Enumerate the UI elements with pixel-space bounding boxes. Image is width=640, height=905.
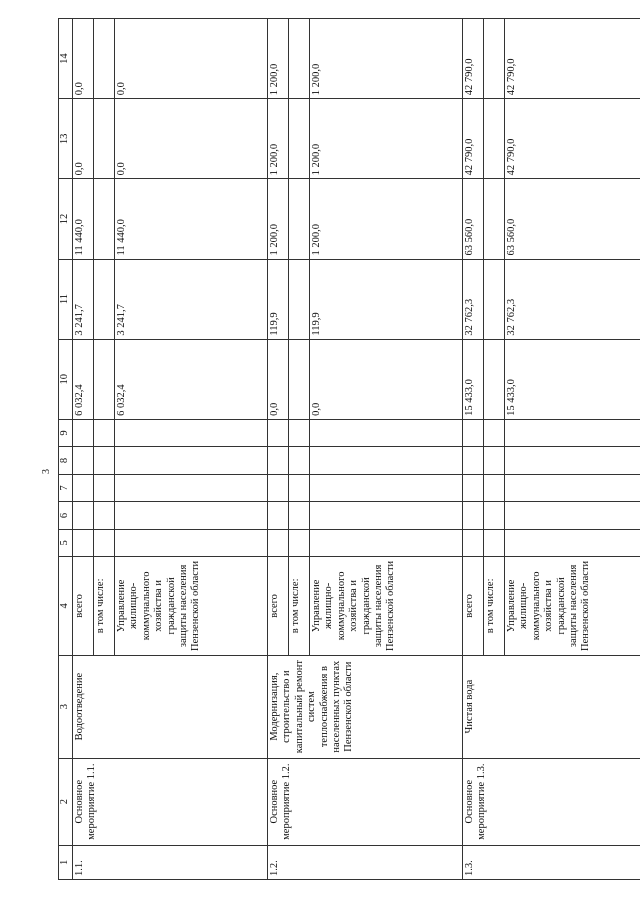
empty-cell [73,447,94,474]
value-cell-v14 [484,19,505,99]
value-cell-v10 [289,339,310,419]
budget-table [58,18,640,880]
value-cell-v10 [94,339,115,419]
value-cell-v10: 6 032,4 [73,339,94,419]
empty-cell [115,447,268,474]
row-number: 1.1. [73,845,268,879]
column-header-12: 12 [59,179,73,259]
empty-cell [73,502,94,529]
value-cell-v13: 1 200,0 [268,99,289,179]
value-cell-v13 [94,99,115,179]
empty-cell [505,502,640,529]
funding-source-label: Управление жилищно-коммунального хозяйства и гражданской защиты населения Пензенской области [115,557,268,655]
funding-source-label: Управление жилищно-коммунального хозяйства и гражданской защиты населения Пензенской области [505,557,640,655]
empty-cell [268,474,289,501]
empty-cell [484,474,505,501]
value-cell-v11: 32 762,3 [463,259,484,339]
event-title: Чистая вода [463,655,640,758]
empty-cell [73,419,94,446]
empty-cell [289,529,310,556]
empty-cell [289,502,310,529]
rotated-table-container [58,18,592,880]
funding-source-label: всего [268,557,289,655]
funding-source-label: в том числе: [94,557,115,655]
empty-cell [463,419,484,446]
funding-source-label: в том числе: [484,557,505,655]
value-cell-v10: 6 032,4 [115,339,268,419]
empty-cell [505,474,640,501]
value-cell-v12: 11 440,0 [115,179,268,259]
empty-cell [463,529,484,556]
value-cell-v14: 1 200,0 [268,19,289,99]
value-cell-v11: 119,9 [268,259,289,339]
column-header-11: 11 [59,259,73,339]
value-cell-v11 [94,259,115,339]
value-cell-v14: 1 200,0 [310,19,463,99]
table-row [268,19,289,880]
empty-cell [505,447,640,474]
empty-cell [310,474,463,501]
empty-cell [289,447,310,474]
value-cell-v10: 15 433,0 [505,339,640,419]
value-cell-v13 [289,99,310,179]
value-cell-v13 [484,99,505,179]
empty-cell [484,447,505,474]
column-header-6: 6 [59,502,73,529]
value-cell-v13: 42 790,0 [505,99,640,179]
value-cell-v14: 0,0 [73,19,94,99]
column-header-9: 9 [59,419,73,446]
event-title: Модернизация, строительство и капитальный ремонт систем теплоснабжения в населенных пунктах Пензенской области [268,655,463,758]
funding-source-label: всего [73,557,94,655]
row-number: 1.3. [463,845,640,879]
value-cell-v11: 3 241,7 [73,259,94,339]
empty-cell [94,474,115,501]
empty-cell [73,529,94,556]
empty-cell [463,474,484,501]
empty-cell [463,502,484,529]
column-number-header [59,19,73,880]
funding-source-label: Управление жилищно-коммунального хозяйства и гражданской защиты населения Пензенской области [310,557,463,655]
empty-cell [310,447,463,474]
value-cell-v12 [94,179,115,259]
table-body [73,19,640,880]
empty-cell [505,529,640,556]
value-cell-v10: 15 433,0 [463,339,484,419]
empty-cell [94,419,115,446]
value-cell-v14: 0,0 [115,19,268,99]
value-cell-v14 [94,19,115,99]
value-cell-v12: 1 200,0 [310,179,463,259]
value-cell-v14: 42 790,0 [463,19,484,99]
empty-cell [289,419,310,446]
column-header-10: 10 [59,339,73,419]
value-cell-v13: 42 790,0 [463,99,484,179]
empty-cell [484,529,505,556]
value-cell-v10: 0,0 [268,339,289,419]
empty-cell [94,529,115,556]
value-cell-v12: 11 440,0 [73,179,94,259]
empty-cell [310,502,463,529]
empty-cell [484,502,505,529]
column-header-7: 7 [59,474,73,501]
value-cell-v12: 1 200,0 [268,179,289,259]
value-cell-v11 [289,259,310,339]
empty-cell [484,419,505,446]
value-cell-v12 [484,179,505,259]
funding-source-label: в том числе: [289,557,310,655]
empty-cell [268,447,289,474]
column-header-3: 3 [59,655,73,758]
empty-cell [310,529,463,556]
column-header-14: 14 [59,19,73,99]
page-number: 3 [41,469,52,474]
value-cell-v12 [289,179,310,259]
value-cell-v11: 3 241,7 [115,259,268,339]
value-cell-v13: 0,0 [73,99,94,179]
column-header-2: 2 [59,758,73,845]
table-row [73,19,94,880]
value-cell-v11 [484,259,505,339]
column-header-13: 13 [59,99,73,179]
empty-cell [268,419,289,446]
value-cell-v14: 42 790,0 [505,19,640,99]
table-row [463,19,484,880]
empty-cell [94,447,115,474]
value-cell-v11: 119,9 [310,259,463,339]
value-cell-v10: 0,0 [310,339,463,419]
empty-cell [115,474,268,501]
empty-cell [268,529,289,556]
value-cell-v12: 63 560,0 [505,179,640,259]
empty-cell [310,419,463,446]
empty-cell [94,502,115,529]
funding-source-label: всего [463,557,484,655]
value-cell-v11: 32 762,3 [505,259,640,339]
row-number: 1.2. [268,845,463,879]
event-name: Основное мероприятие 1.3. [463,758,640,845]
value-cell-v12: 63 560,0 [463,179,484,259]
empty-cell [289,474,310,501]
empty-cell [115,529,268,556]
empty-cell [115,419,268,446]
column-header-5: 5 [59,529,73,556]
empty-cell [115,502,268,529]
event-title: Водоотведение [73,655,268,758]
column-header-8: 8 [59,447,73,474]
column-header-4: 4 [59,557,73,655]
event-name: Основное мероприятие 1.2. [268,758,463,845]
empty-cell [463,447,484,474]
column-header-1: 1 [59,845,73,879]
value-cell-v13: 1 200,0 [310,99,463,179]
empty-cell [73,474,94,501]
value-cell-v13: 0,0 [115,99,268,179]
value-cell-v14 [289,19,310,99]
empty-cell [505,419,640,446]
event-name: Основное мероприятие 1.1. [73,758,268,845]
empty-cell [268,502,289,529]
value-cell-v10 [484,339,505,419]
